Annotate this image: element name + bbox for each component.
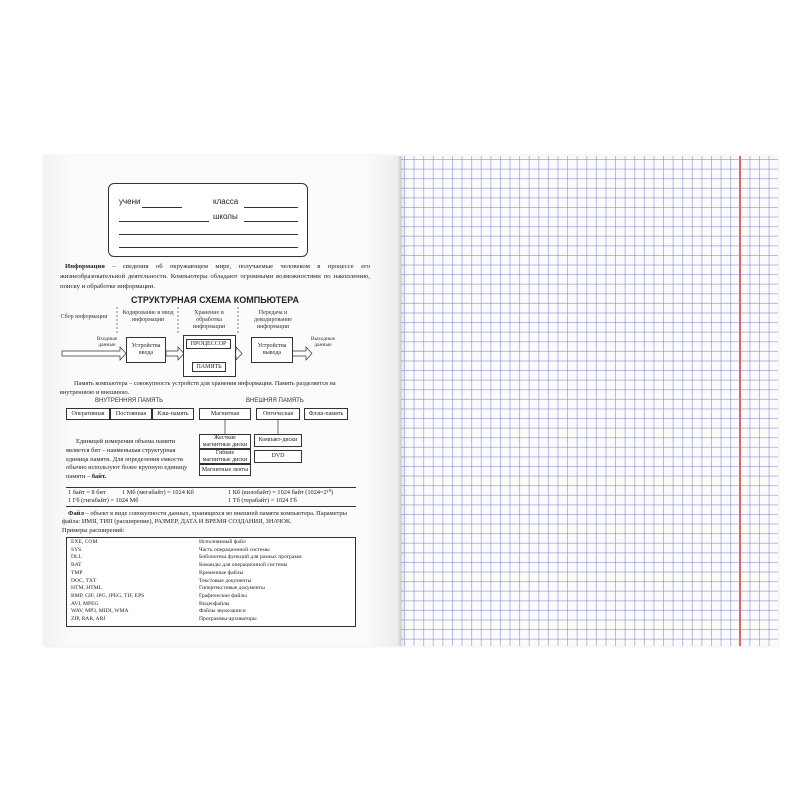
output-data-label: Выходные данные [310, 336, 336, 349]
floppy-box: Гибкие магнитные диски [199, 449, 251, 464]
extension-desc: Временные файлы [199, 569, 244, 576]
school-label: школы [213, 212, 238, 221]
unit-tb: 1 Тб (терабайт) = 1024 Гб [228, 497, 297, 504]
extension-code: DOC, TXT [71, 577, 97, 584]
extension-code: WAV, MP3, MIDI, WMA [71, 608, 129, 615]
extension-code: ZIP, RAR, ARJ [71, 616, 106, 622]
extension-code: BAT [71, 562, 82, 569]
hdd-box: Жесткие магнитные диски [199, 434, 251, 449]
blank-line-1 [119, 233, 298, 235]
flash-box: Флэш-память [304, 408, 348, 420]
extension-row [71, 578, 351, 586]
ram-box: Оперативная [66, 408, 110, 420]
dvd-box: DVD [254, 450, 302, 463]
file-term: Файл [68, 510, 84, 517]
processor-box: ПРОЦЕССОР [186, 339, 231, 349]
extension-desc: Программы-архиваторы [199, 616, 257, 622]
extension-row [71, 539, 351, 547]
extension-code: BMP, GIF, JPG, JPEG, TIF, EPS [71, 592, 145, 599]
class-line [244, 206, 298, 208]
info-text: – сведения об окружающем мире, получаемые человеком в процессе его жизнеобразовательной деятельности. Компьютеры обладают огромными возможностями по накоплению, поиску и обработке информации. [60, 263, 370, 290]
extension-desc: Команды для операционной системы [199, 562, 288, 569]
file-paragraph [62, 510, 362, 535]
rom-box: Постоянная [110, 408, 152, 420]
extension-code: TMP [71, 569, 83, 576]
info-term: Информация [65, 263, 105, 270]
class-label: класса [213, 197, 239, 206]
extension-row [71, 593, 351, 601]
extension-row [71, 585, 351, 593]
scheme-title: СТРУКТУРНАЯ СХЕМА КОМПЬЮТЕРА [131, 295, 299, 305]
extension-code: AVI, MPEG [71, 600, 99, 607]
extension-row [71, 570, 351, 578]
tape-box: Магнитные ленты [199, 464, 251, 476]
units-byte: байт. [91, 473, 107, 481]
student-line [142, 206, 182, 208]
extension-row [71, 562, 351, 570]
units-paragraph [66, 438, 198, 482]
grid-page [401, 156, 778, 646]
unit-byte: 1 байт = 8 бит [68, 489, 106, 496]
unit-mb: 1 Мб (мегабайт) = 1024 Кб [122, 489, 194, 496]
internal-memory-title: ВНУТРЕННЯЯ ПАМЯТЬ [95, 398, 164, 404]
units-text: Единицей измерения объема памяти является бит – наименьшая структурная единица памяти. Для определения емкости обычно используют более крупную единицу памяти – [66, 438, 188, 481]
input-device-box: Устройства ввода [126, 337, 166, 363]
extension-row [71, 554, 351, 562]
output-device-box: Устройства вывода [251, 337, 293, 363]
page-fold [398, 156, 404, 646]
blank-line-2 [119, 246, 298, 248]
extension-code: HTM, HTML [71, 585, 103, 592]
cache-box: Кэш-память [152, 408, 194, 420]
extension-desc: Исполняемый файл [199, 539, 246, 545]
extension-desc: Графические файлы [199, 592, 247, 599]
cd-box: Компакт-диски [254, 434, 302, 447]
memory-paragraph: Память компьютера – совокупность устройств для хранения информации. Память разделяется на внутреннюю и внешнюю. [60, 380, 336, 396]
extension-desc: Текстовые документы [199, 577, 252, 584]
units-table [66, 487, 356, 507]
name-line [119, 220, 209, 222]
extensions-table [66, 537, 356, 627]
external-memory-title: ВНЕШНЯЯ ПАМЯТЬ [246, 398, 304, 404]
extension-desc: Файлы звукозаписи [199, 608, 246, 615]
extension-desc: Гипертекстовые документы [199, 585, 265, 592]
file-text: – объект в виде совокупности данных, хранящихся во внешней памяти компьютера. Параметры файла: ИМЯ, ТИП (расширение), РАЗМЕР, ДАТА И ВРЕМЯ СОЗДАНИЯ, ЗНАЧОК. [62, 510, 347, 526]
stage-store: Хранение и обработка информации [192, 310, 226, 330]
student-label: учени [119, 197, 141, 206]
optical-box: Оптическая [256, 408, 300, 420]
stage-collect: Сбор информации [60, 314, 108, 320]
extension-desc: Библиотека функций для разных программ [199, 554, 302, 561]
memory-box: ПАМЯТЬ [192, 362, 226, 372]
extension-code: SYS [71, 546, 82, 553]
unit-gb: 1 Гб (гигабайт) = 1024 Мб [68, 497, 139, 504]
school-line [244, 220, 298, 222]
stage-encode: Кодирование и ввод информации [122, 310, 174, 323]
unit-kb: 1 Кб (килобайт) = 1024 байт (1024=2¹⁰) [228, 489, 334, 496]
extension-desc: Часть операционной системы [199, 546, 270, 553]
extension-code: DLL [71, 554, 82, 561]
extension-desc: Видеофайлы [199, 600, 230, 607]
extension-code: EXE, COM [71, 539, 98, 545]
info-paragraph [60, 262, 370, 291]
extension-row [71, 616, 351, 624]
stage-transmit: Передача и декодирование информации [254, 310, 292, 330]
margin-line [739, 156, 741, 646]
examples-label: Примеры расширений: [62, 526, 125, 534]
input-data-label: Входные данные [96, 336, 118, 349]
magnetic-box: Магнитная [199, 408, 251, 420]
extension-row [71, 608, 351, 616]
